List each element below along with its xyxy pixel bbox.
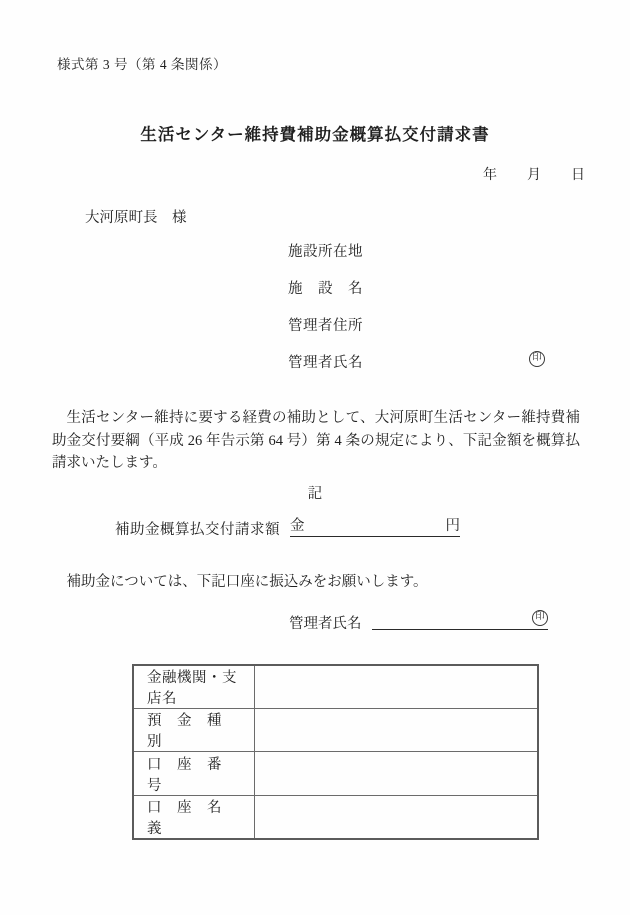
table-label-deposit-type: 預 金 種 別	[133, 709, 254, 752]
field-manager-name: 管理者氏名	[288, 355, 363, 371]
currency-suffix: 円	[445, 518, 460, 534]
table-row-bank-name	[133, 665, 538, 709]
field-facility-name: 施 設 名	[288, 281, 363, 297]
table-row-deposit-type	[133, 709, 538, 752]
page-title: 生活センター維持費補助金概算払交付請求書	[140, 125, 490, 144]
transfer-note: 補助金については、下記口座に振込みをお願いします。	[66, 574, 428, 590]
field-manager-address: 管理者住所	[288, 318, 363, 334]
table-label-bank-name: 金融機関・支店名	[133, 665, 254, 709]
amount-blank-field	[290, 516, 460, 537]
form-number: 様式第 3 号（第 4 条関係）	[57, 57, 227, 72]
table-value-account-holder	[254, 795, 538, 839]
signature-seal-icon: 印	[532, 610, 548, 626]
record-heading: 記	[307, 486, 323, 502]
date-day-label: 日	[571, 168, 585, 183]
table-label-account-holder: 口 座 名 義	[133, 795, 254, 839]
table-row-account-number	[133, 752, 538, 795]
amount-label: 補助金概算払交付請求額	[115, 522, 280, 538]
date-line	[483, 164, 585, 184]
field-facility-address: 施設所在地	[288, 244, 363, 260]
seal-icon: 印	[529, 351, 545, 367]
currency-prefix: 金	[290, 518, 305, 534]
signature-label: 管理者氏名	[289, 616, 362, 632]
date-month-label: 月	[527, 168, 541, 183]
table-label-account-number: 口 座 番 号	[133, 752, 254, 795]
table-value-account-number	[254, 752, 538, 795]
table-value-deposit-type	[254, 709, 538, 752]
addressee: 大河原町長 様	[85, 210, 187, 226]
date-year-label: 年	[483, 168, 497, 183]
body-paragraph: 生活センター維持に要する経費の補助として、大河原町生活センター維持費補助金交付要綱（平成 26 年告示第 64 号）第 4 条の規定により、下記金額を概算払請求いたします。	[52, 410, 580, 471]
bank-account-table	[132, 664, 539, 840]
table-row-account-holder	[133, 795, 538, 839]
signature-blank-field	[372, 608, 548, 630]
table-value-bank-name	[254, 665, 538, 709]
